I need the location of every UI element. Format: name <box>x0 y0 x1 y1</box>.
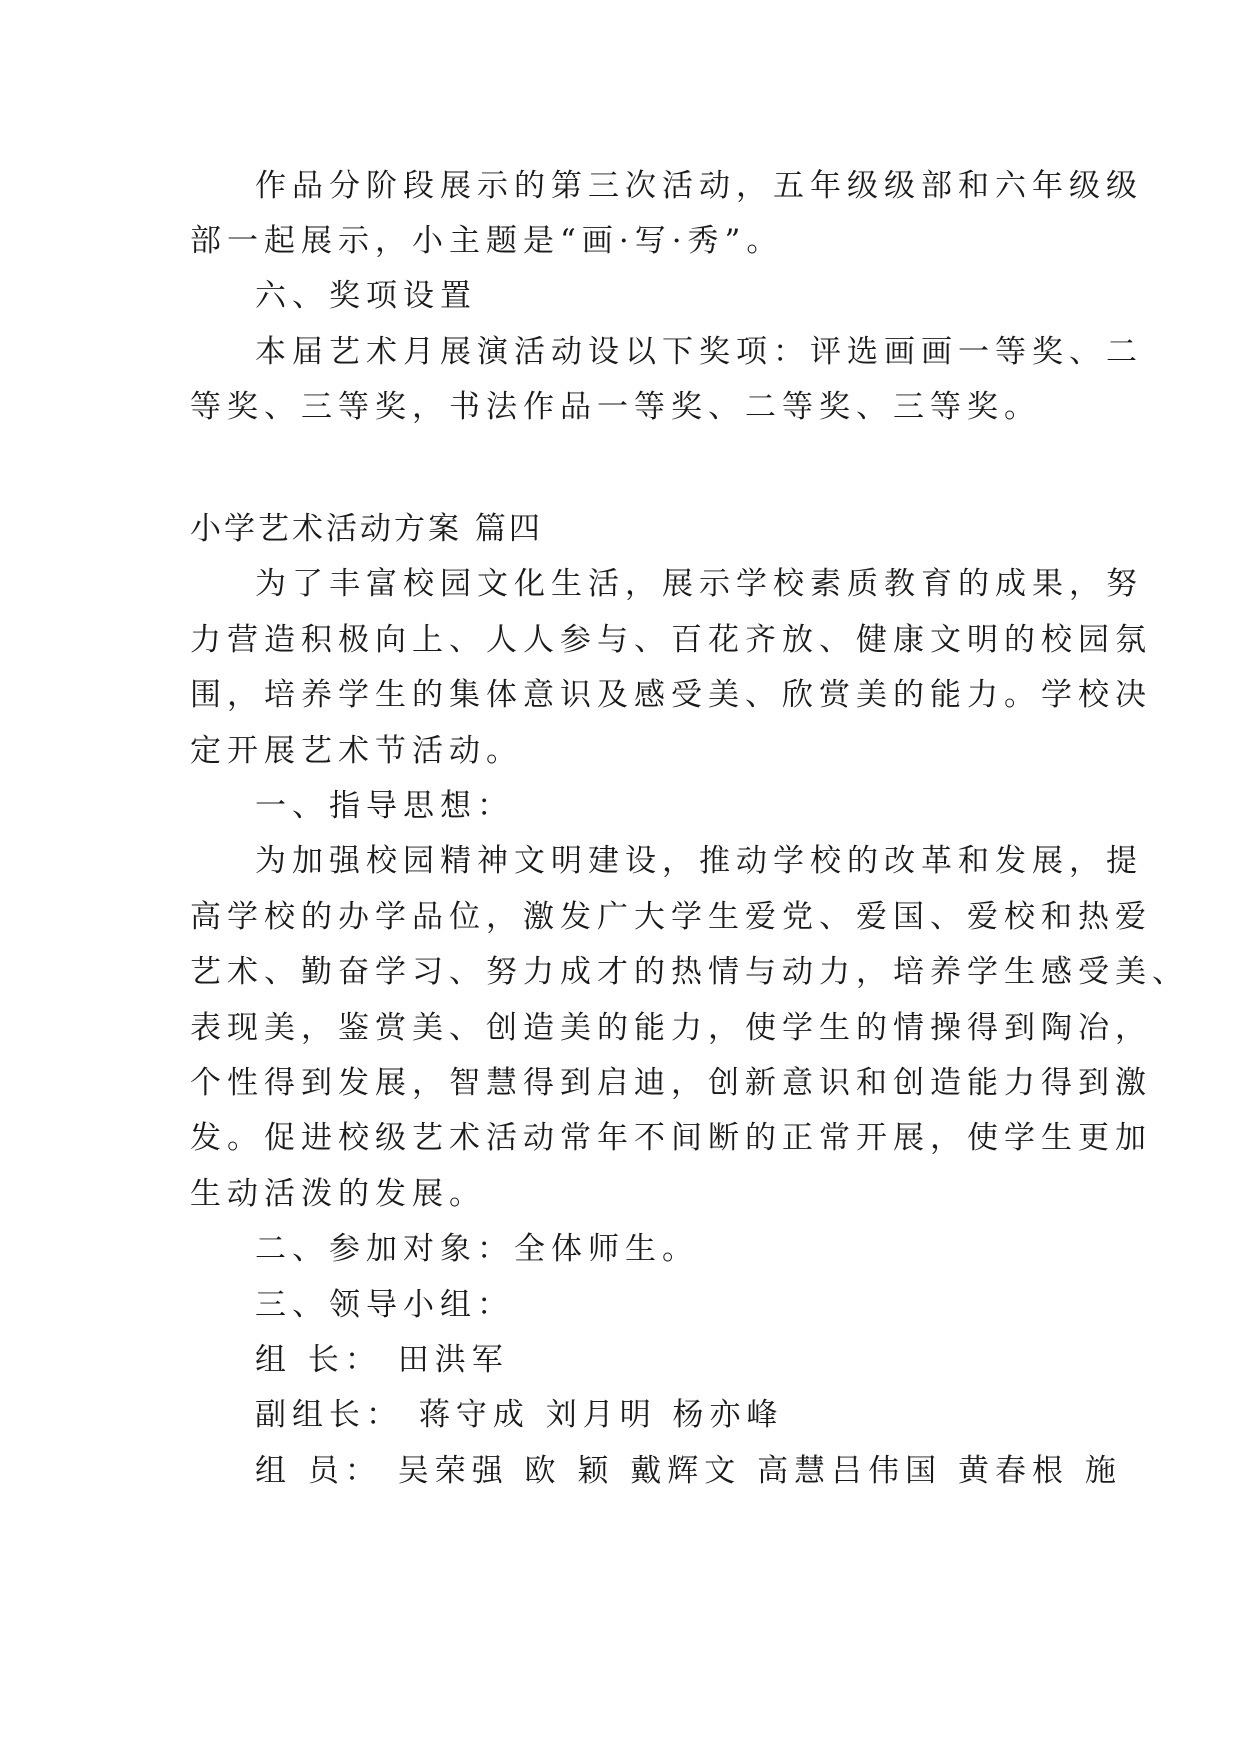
paragraph-line: 表现美，鉴赏美、创造美的能力，使学生的情操得到陶冶， <box>190 1010 1152 1046</box>
paragraph-line: 高学校的办学品位，激发广大学生爱党、爱国、爱校和热爱 <box>190 899 1152 935</box>
paragraph-line: 作品分阶段展示的第三次活动，五年级级部和六年级级 <box>255 168 1143 204</box>
article-title: 小学艺术活动方案 篇四 <box>190 511 543 547</box>
section-heading: 二、参加对象：全体师生。 <box>255 1231 699 1267</box>
group-leader-line: 组 长： 田洪军 <box>255 1342 509 1378</box>
paragraph-line: 部一起展示，小主题是“画·写·秀”。 <box>190 223 784 259</box>
section-heading: 六、奖项设置 <box>255 278 477 314</box>
paragraph-line: 力营造积极向上、人人参与、百花齐放、健康文明的校园氛 <box>190 622 1152 658</box>
paragraph-line: 为加强校园精神文明建设，推动学校的改革和发展，提 <box>255 843 1143 879</box>
deputy-leader-line: 副组长： 蒋守成 刘月明 杨亦峰 <box>255 1397 784 1433</box>
paragraph-line: 本届艺术月展演活动设以下奖项：评选画画一等奖、二 <box>255 334 1143 370</box>
group-members-line: 组 员： 吴荣强 欧 颖 戴辉文 高慧吕伟国 黄春根 施 <box>255 1453 1122 1489</box>
paragraph-line: 艺术、勤奋学习、努力成才的热情与动力，培养学生感受美、 <box>190 954 1189 990</box>
paragraph-line: 围，培养学生的集体意识及感受美、欣赏美的能力。学校决 <box>190 677 1152 713</box>
section-heading: 三、领导小组： <box>255 1287 514 1323</box>
section-heading: 一、指导思想： <box>255 788 514 824</box>
paragraph-line: 生动活泼的发展。 <box>190 1176 486 1212</box>
paragraph-line: 为了丰富校园文化生活，展示学校素质教育的成果，努 <box>255 566 1143 602</box>
paragraph-line: 等奖、三等奖，书法作品一等奖、二等奖、三等奖。 <box>190 389 1041 425</box>
paragraph-line: 个性得到发展，智慧得到启迪，创新意识和创造能力得到激 <box>190 1065 1152 1101</box>
paragraph-line: 发。促进校级艺术活动常年不间断的正常开展，使学生更加 <box>190 1120 1152 1156</box>
paragraph-line: 定开展艺术节活动。 <box>190 733 523 769</box>
